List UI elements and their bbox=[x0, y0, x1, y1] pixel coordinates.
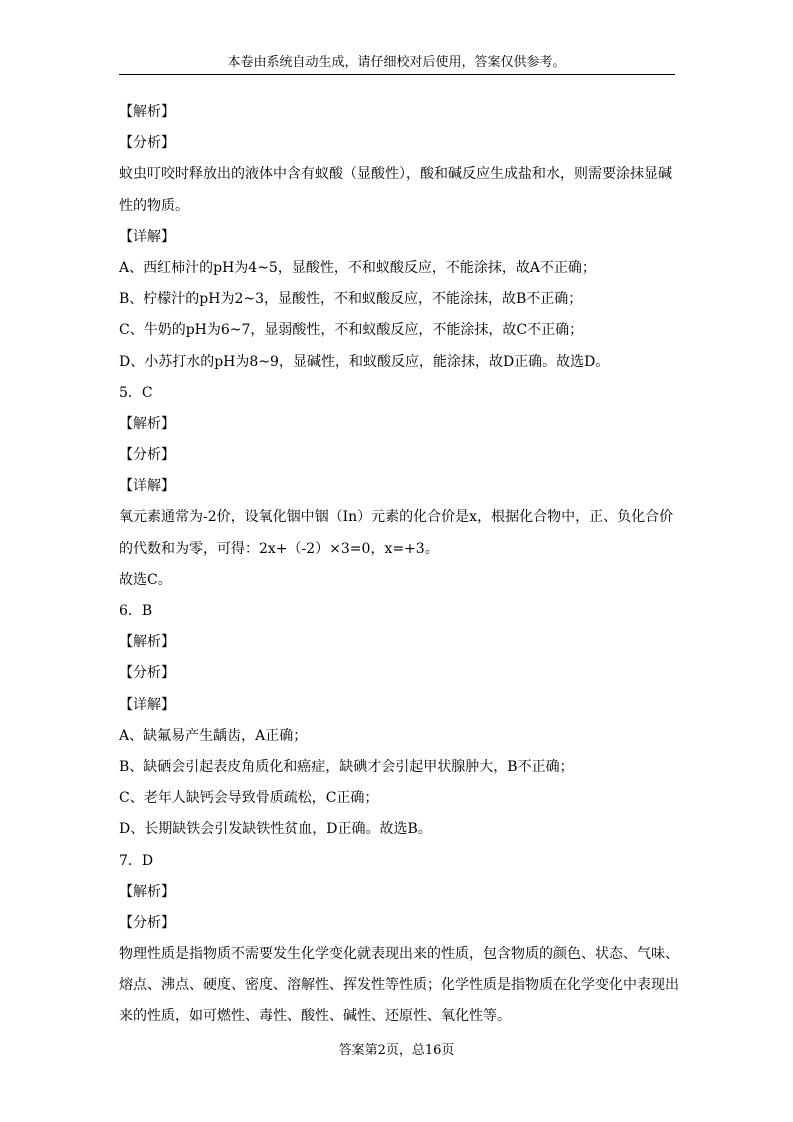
text-line: 物理性质是指物质不需要发生化学变化就表现出来的性质，包含物质的颜色、状态、气味、 bbox=[119, 946, 679, 963]
text-line: D、长期缺铁会引发缺铁性贫血，D正确。故选B。 bbox=[119, 821, 432, 838]
text-line: 【解析】 bbox=[119, 104, 175, 120]
text-line: 【详解】 bbox=[119, 696, 175, 713]
text-line: D、小苏打水的pH为8~9，显碱性，和蚁酸反应，能涂抹，故D正确。故选D。 bbox=[119, 353, 610, 370]
text-line: 【解析】 bbox=[119, 883, 175, 900]
text-line: 【分析】 bbox=[119, 914, 175, 931]
text-line: 【分析】 bbox=[119, 135, 175, 152]
text-line: C、老年人缺钙会导致骨质疏松，C正确； bbox=[119, 790, 379, 807]
page-footer: 答案第2页，总16页 bbox=[338, 1043, 455, 1058]
text-line: A、西红柿汁的pH为4~5，显酸性，不和蚁酸反应，不能涂抹，故A不正确； bbox=[119, 259, 596, 276]
text-line: C、牛奶的pH为6~7，显弱酸性，不和蚁酸反应，不能涂抹，故C不正确； bbox=[119, 322, 584, 339]
question-answer: 6．B bbox=[119, 603, 153, 619]
text-line: 【详解】 bbox=[119, 228, 175, 245]
text-line: 【分析】 bbox=[119, 665, 175, 682]
header-divider bbox=[119, 74, 675, 75]
text-line: 熔点、沸点、硬度、密度、溶解性、挥发性等性质；化学性质是指物质在化学变化中表现出 bbox=[119, 977, 679, 994]
question-answer: 7．D bbox=[119, 852, 154, 869]
page-header: 本卷由系统自动生成，请仔细校对后使用，答案仅供参考。 bbox=[227, 55, 566, 70]
text-line: 【分析】 bbox=[119, 447, 175, 464]
text-line: 【详解】 bbox=[119, 478, 175, 495]
text-line: 故选C。 bbox=[119, 571, 172, 588]
text-line: 【解析】 bbox=[119, 634, 175, 651]
text-line: A、缺氟易产生龋齿，A正确； bbox=[119, 727, 308, 744]
text-line: 的代数和为零，可得：2x+（-2）×3=0，x=+3。 bbox=[119, 540, 439, 557]
text-line: B、柠檬汁的pH为2~3，显酸性，不和蚁酸反应，不能涂抹，故B不正确； bbox=[119, 291, 583, 308]
text-line: B、缺硒会引起表皮角质化和癌症，缺碘才会引起甲状腺肿大，B不正确； bbox=[119, 758, 574, 775]
text-line: 【解析】 bbox=[119, 415, 175, 432]
text-line: 氧元素通常为-2价，设氧化铟中铟（In）元素的化合价是x，根据化合物中，正、负化合价 bbox=[119, 509, 674, 526]
text-line: 性的物质。 bbox=[119, 197, 189, 214]
question-answer: 5．C bbox=[119, 384, 153, 401]
text-line: 蚊虫叮咬时释放出的液体中含有蚁酸（显酸性），酸和碱反应生成盐和水，则需要涂抹显碱 bbox=[119, 166, 672, 183]
text-line: 来的性质，如可燃性、毒性、酸性、碱性、还原性、氧化性等。 bbox=[119, 1008, 511, 1025]
answer-content bbox=[119, 97, 679, 1033]
